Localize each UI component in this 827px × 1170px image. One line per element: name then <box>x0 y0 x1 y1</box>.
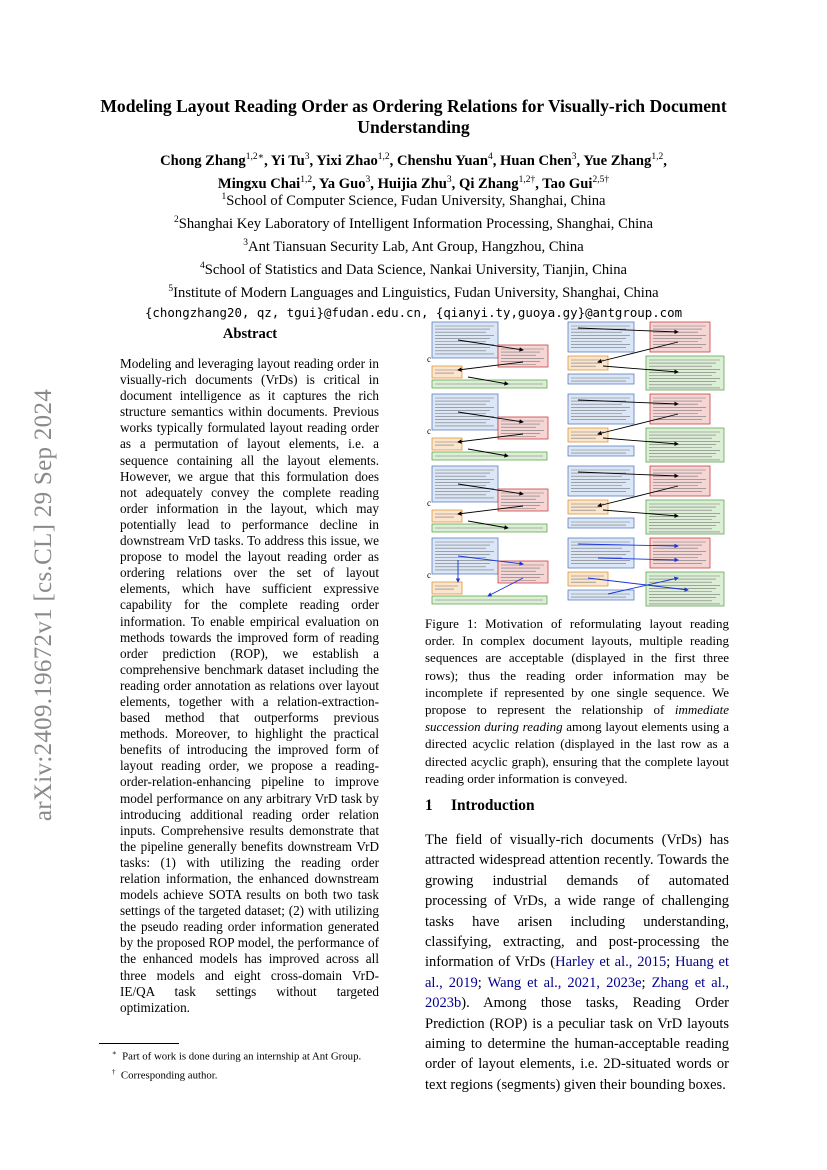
section-number: 1 <box>425 797 433 814</box>
author-name: Tao Gui$^{2,5\dagger}$ <box>542 174 610 192</box>
affiliation-line: $^4$School of Statistics and Data Science, Nankai University, Tianjin, China <box>200 261 627 279</box>
citation-harley-2015[interactable]: Harley et al., 2015 <box>555 954 667 971</box>
layout-block-orange <box>432 438 462 450</box>
figure-row-label: c <box>427 354 431 364</box>
author-name: Mingxu Chai$^{1,2}$ <box>217 174 313 192</box>
footnotes <box>112 1046 412 1083</box>
figure-row-label: c <box>427 570 431 580</box>
footnote-rule <box>99 1043 179 1044</box>
introduction-text: The field of visually-rich documents (VrDs) has attracted widespread attention recently. Towards the growing industrial demands of automated processing of VrDs, a wide range of challenging tasks have arisen including understanding, classifying, extracting, and post-processing the information of VrDs (Harley et al., 2015; Huang et al., 2019; Wang et al., 2021, 2023e; Zhang et al., 2023b). Among those tasks, Reading Order Prediction (ROP) is a peculiar task on VrD layouts aiming to determine the human-acceptable reading order of layout elements, i.e. 2D-situated words or text regions (segments) given their bounding boxes. <box>425 832 730 1093</box>
author-emails[interactable]: {chongzhang20, qz, tgui}@fudan.edu.cn, {qianyi.ty,guoya.gy}@antgroup.com <box>144 305 683 321</box>
author-name: Huijia Zhu$^3$ <box>377 174 452 192</box>
layout-block-blue <box>432 322 498 358</box>
affiliation-line: $^5$Institute of Modern Languages and Linguistics, Fudan University, Shanghai, China <box>168 284 659 302</box>
figure-row-label: c <box>427 498 431 508</box>
layout-block-blue <box>432 538 498 574</box>
layout-block-blue <box>568 446 634 456</box>
layout-block-red <box>498 345 548 367</box>
author-name: Ya Guo$^3$ <box>318 174 371 192</box>
affiliation-line: $^2$Shanghai Key Laboratory of Intelligent Information Processing, Shanghai, China <box>174 215 653 232</box>
layout-block-orange <box>432 582 462 594</box>
arxiv-identifier <box>24 360 64 850</box>
author-name: Qi Zhang$^{1,2\dagger}$ <box>458 174 536 192</box>
author-name: Yi Tu$^3$ <box>270 152 310 169</box>
author-name: Yixi Zhao$^{1,2}$ <box>316 152 390 169</box>
footnote-1: ∗ Part of work is done during an internship at Ant Group. <box>112 1049 362 1063</box>
affiliation-line: $^1$School of Computer Science, Fudan University, Shanghai, China <box>221 192 606 209</box>
layout-block-orange <box>432 510 462 522</box>
author-name: Huan Chen$^3$ <box>500 152 577 169</box>
abstract-text: Modeling and leveraging layout reading order in visually-rich documents (VrDs) is critical in document intelligence as it captures the rich structure semantics within documents. Previous works typically formulated layout reading order as a permutation of layout elements, i.e. a sequence containing all the layout elements. However, we argue that this formulation does not adequately convey the complete reading order information in the layout, which may potentially lead to performance decline in downstream VrD tasks. To address this issue, we propose to model the layout reading order as ordering relations over the set of layout elements, which have sufficient expressive capability for the complete reading order information. To enable empirical evaluation on methods towards the improved form of reading order prediction (ROP), we establish a comprehensive benchmark dataset including the reading order annotation as relations over layout elements, together with a relation-extraction-based method that outperforms previous methods. Moreover, to highlight the practical benefits of introducing the improved form of layout reading order, we propose a reading-order-relation-enhancing pipeline to improve model performance on any arbitrary VrD task by introducing additional reading order relation inputs. Comprehensive results demonstrate that the pipeline generally benefits downstream VrD tasks: (1) with utilizing the reading order relation information, the enhanced downstream models achieve SOTA results on both two task settings of the targeted dataset; (2) with utilizing the pseudo reading order information generated by the proposed ROP model, the performance of the enhanced models has improved across all three models and eight cross-domain VrD-IE/QA task settings without targeted optimization. <box>120 356 379 1015</box>
affiliation-list <box>90 188 737 323</box>
figure-1 <box>428 320 728 610</box>
author-name: Chong Zhang$^{1,2∗}$ <box>160 152 265 169</box>
layout-block-red <box>498 561 548 583</box>
caption-emphasis: immediate succession during reading <box>425 702 729 735</box>
citation-zhang-2023b[interactable]: Zhang et al., 2023b <box>425 974 729 1012</box>
author-name: Yue Zhang$^{1,2}$ <box>583 152 664 169</box>
author-list: Chong Zhang$^{1,2∗}$, Yi Tu$^3$, Yixi Zhao$^{1,2}$, Chenshu Yuan$^4$, Huan Chen$^3$, Yue Zhang$^{1,2}$, Mingxu Chai$^{1,2}$, Ya Guo$^3$, Huijia Zhu$^3$, Qi Zhang$^{1,2\dagger}$, Tao Gui$^{2,5\dagger}$ <box>160 152 667 192</box>
arxiv-identifier-text: arXiv:2409.19672v1 [cs.CL] 29 Sep 2024 <box>30 388 57 822</box>
layout-block-blue <box>568 590 634 600</box>
abstract-heading: Abstract <box>222 326 278 342</box>
figure-row-label: c <box>427 426 431 436</box>
layout-block-blue <box>568 518 634 528</box>
citation-wang-2021[interactable]: Wang et al., 2021, 2023e <box>487 974 642 991</box>
figure-1-caption: Figure 1: Motivation of reformulating layout reading order. In complex document layouts, multiple reading sequences are acceptable (displayed in the first three rows); thus the reading order information may be incomplete if represented by one single sequence. We propose to represent the relationship of immediate succession during reading among layout elements using a directed acyclic relation (displayed in the last row as a directed acyclic graph), ensuring that the complete layout reading order information is conveyed. <box>425 616 729 786</box>
layout-block-blue <box>432 394 498 430</box>
layout-block-red <box>498 417 548 439</box>
footnote-2: † Corresponding author. <box>112 1067 218 1082</box>
layout-block-red <box>498 489 548 511</box>
section-title: Introduction <box>451 797 535 814</box>
author-name: Chenshu Yuan$^4$ <box>396 152 493 169</box>
section-heading-introduction <box>425 797 535 815</box>
citation-huang-2019[interactable]: Huang et al., 2019 <box>425 954 730 991</box>
layout-block-blue <box>568 374 634 384</box>
layout-block-orange <box>432 366 462 378</box>
affiliation-line: $^3$Ant Tiansuan Security Lab, Ant Group, Hangzhou, China <box>243 238 584 255</box>
layout-block-blue <box>432 466 498 502</box>
figure-1-graphic <box>428 320 728 610</box>
paper-title: Modeling Layout Reading Order as Ordering Relations for Visually-rich Document Understanding <box>100 96 727 137</box>
